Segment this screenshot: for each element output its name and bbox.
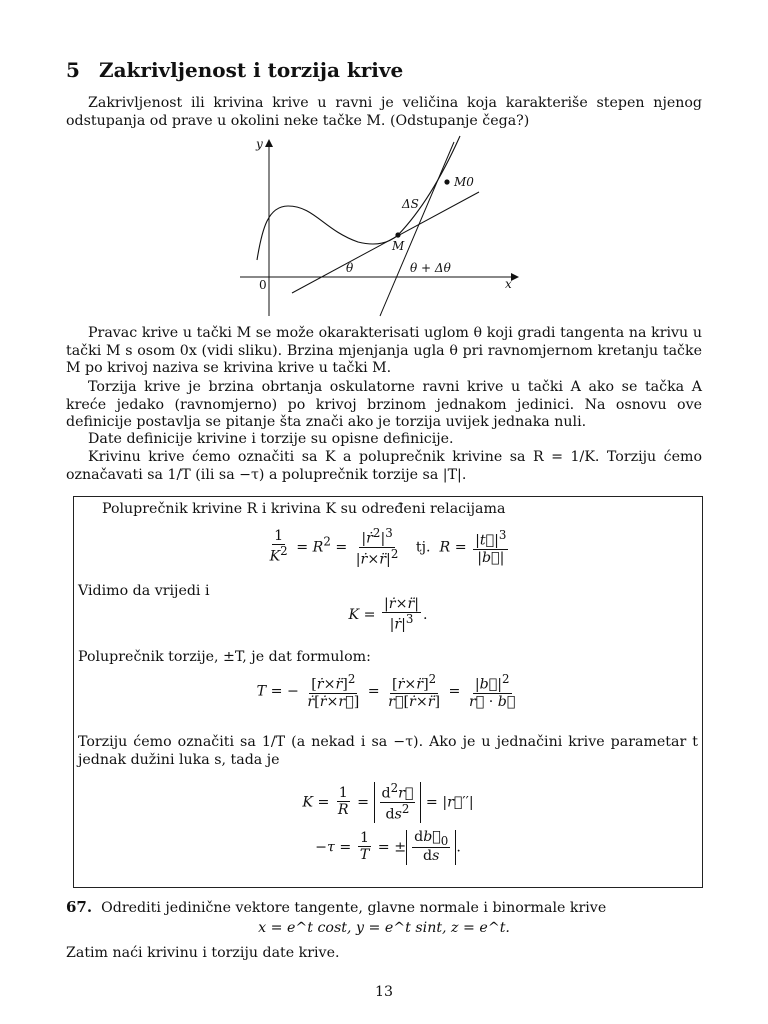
theta-label: θ bbox=[346, 261, 354, 275]
box-intro: Poluprečnik krivine R i krivina K su određeni relacijama bbox=[102, 501, 506, 517]
tangent-at-m0 bbox=[380, 142, 454, 316]
intro-paragraph: Zakrivljenost ili krivina krive u ravni je veličina koja karakteriše stepen njenog odstupanja od prave u okolini neke tačke M. (Odstupanje čega?) bbox=[66, 95, 702, 129]
paragraph-2: Torzija krive je brzina obrtanja oskulatorne ravni krive u tački A ako se tačka A kreće jedako (ravnomjerno) po krivoj brzinom jednakom jedinici. Na osnovu ove definicije postavlja se pitanje šta znači ako je torzija uvijek jednaka nuli. bbox=[66, 379, 702, 431]
point-m-dot bbox=[395, 232, 400, 237]
problem-followup: Zatim naći krivinu i torziju date krive. bbox=[66, 945, 340, 961]
paragraph-3: Date definicije krivine i torzije su opisne definicije. bbox=[88, 431, 454, 447]
formula-box bbox=[73, 496, 703, 888]
section-title: Zakrivljenost i torzija krive bbox=[99, 58, 404, 82]
y-axis-label: y bbox=[256, 137, 263, 151]
problem-equation: x = e^t cost, y = e^t sint, z = e^t. bbox=[258, 920, 510, 936]
x-axis-label: x bbox=[505, 277, 512, 291]
delta-s-label: ΔS bbox=[402, 197, 419, 211]
problem-67 bbox=[66, 898, 606, 916]
curvature-figure bbox=[228, 134, 528, 320]
point-m0-dot bbox=[444, 179, 449, 184]
section-number: 5 bbox=[66, 58, 80, 82]
paragraph-1: Pravac krive u tački M se može okarakterisati uglom θ koji gradi tangenta na krivu u tački M s osom 0x (vidi sliku). Brzina mjenjanja ugla θ pri ravnomjernom kretanju tačke M po krivoj naziva se krivina krive u tački M. bbox=[66, 325, 702, 377]
problem-number: 67. bbox=[66, 898, 93, 916]
equation-curvature: K = $\frac{|ṙ\times r̈|}{|ṙ|^3}$ . bbox=[348, 596, 428, 633]
origin-label: 0 bbox=[259, 278, 267, 292]
point-m-label: M bbox=[392, 239, 405, 253]
theta-plus-delta-label: θ + Δθ bbox=[410, 261, 451, 275]
equation-curvature-arc: K = $\frac{1}{R}$ = $\frac{d^2r⃗}{ds^2}$ = |r⃗′′| bbox=[302, 781, 474, 823]
box-line-3: Poluprečnik torzije, ±T, je dat formulom: bbox=[78, 649, 371, 665]
equation-torsion: −τ = $\frac{1}{T}$ = ± $\frac{db⃗_0}{ds}$ . bbox=[315, 829, 461, 865]
tangent-at-m bbox=[292, 192, 479, 293]
page-number: 13 bbox=[374, 984, 394, 1000]
box-line-2: Vidimo da vrijedi i bbox=[78, 583, 210, 599]
section-heading bbox=[66, 58, 403, 82]
equation-torsion-radius: T = − $\frac{[ṙ\times r̈]^2}{ṙ[ṙ\times r⃛]}$ = $\frac{[ṙ\times r̈]^2}{r⃛[ṙ\times r̈]}$ = $\frac{|b⃗|^2}{r⃛ \cdot b⃗}$ bbox=[256, 672, 516, 710]
point-m0-label: M0 bbox=[454, 175, 474, 189]
box-line-4: Torziju ćemo označiti sa 1/T (a nekad i sa −τ). Ako je u jednačini krive parametar t jednak dužini luka s, tada je bbox=[78, 734, 698, 768]
curve bbox=[257, 136, 460, 260]
paragraph-4: Krivinu krive ćemo označiti sa K a poluprečnik krivine sa R = 1/K. Torziju ćemo označavati sa 1/T (ili sa −τ) a poluprečnik torzije sa |T|. bbox=[66, 449, 702, 483]
equation-radius: $\frac{1}{K^2}$ = $R^2$ = $\frac{|ṙ^2|^3}{|ṙ\times r̈|^2}$ tj. R = $\frac{|t⃗|^3}{|b⃗|}$ bbox=[269, 526, 507, 568]
problem-text: Odrediti jedinične vektore tangente, glavne normale i binormale krive bbox=[101, 900, 607, 916]
